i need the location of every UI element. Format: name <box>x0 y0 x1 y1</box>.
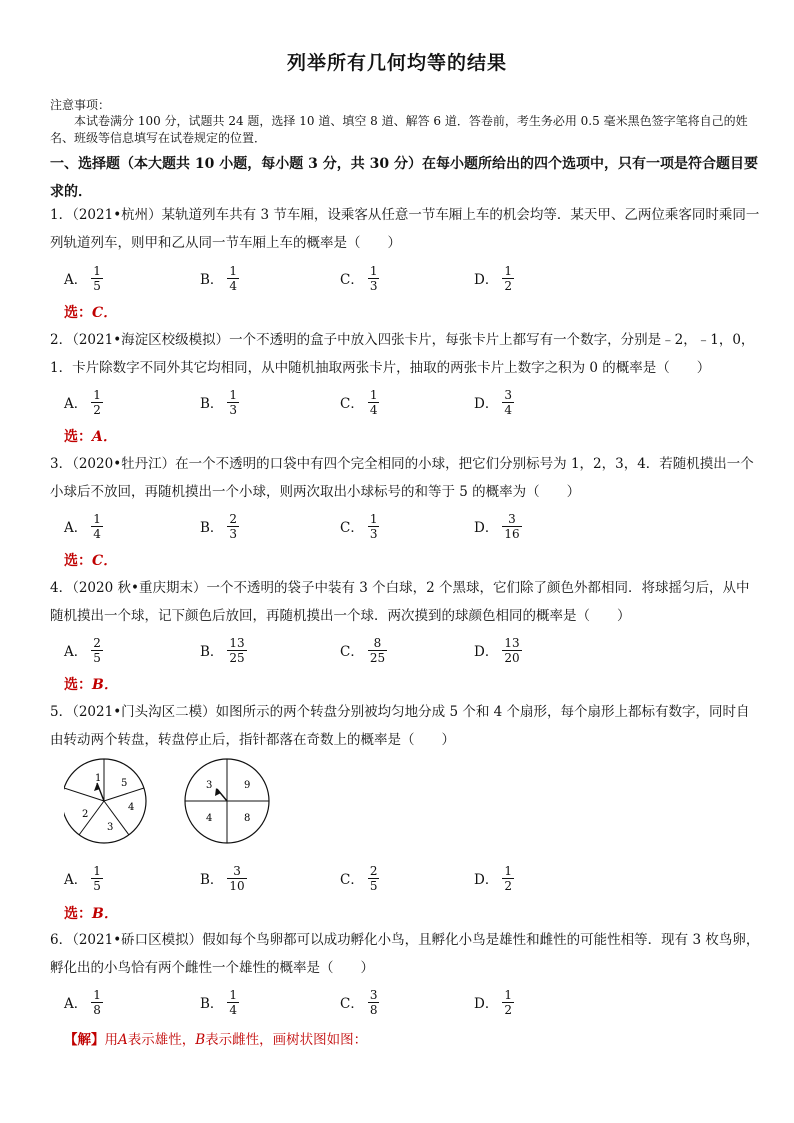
fraction <box>368 636 387 665</box>
fraction-numerator: 1 <box>229 263 238 278</box>
option-a <box>64 982 103 1022</box>
answer-prefix: 选： <box>64 677 92 693</box>
option-label: D． <box>474 996 499 1012</box>
fraction-denominator: 20 <box>504 650 520 665</box>
option-a <box>64 630 103 670</box>
fraction-denominator: 25 <box>229 650 245 665</box>
question-2-stem: 2．（2021•海淀区校级模拟）一个不透明的盒子中放入四张卡片，每张卡片上都写有一个数字，分别是﹣2，﹣1，0，1．卡片除数字不同外其它均相同，从中随机抽取两张卡片，抽取的两张卡片上数字之积为 0 的概率是（ ） <box>50 332 755 376</box>
notice-label: 注意事项： <box>50 98 111 112</box>
option-label: A． <box>64 644 88 660</box>
fraction <box>91 988 103 1017</box>
option-label: B． <box>200 272 224 288</box>
fraction <box>91 636 103 665</box>
option-label: A． <box>64 396 88 412</box>
fraction-denominator: 2 <box>504 878 512 893</box>
fraction-numerator: 1 <box>504 987 512 1002</box>
option-d <box>474 506 522 546</box>
fraction-denominator: 25 <box>369 650 386 665</box>
answer-prefix: 选： <box>64 429 92 445</box>
option-d <box>474 858 514 898</box>
spinner-number: 1 <box>95 773 102 784</box>
fraction-denominator: 3 <box>229 402 238 417</box>
fraction-numerator: 1 <box>504 863 512 878</box>
solution-text: 表示雌性，画树状图如图： <box>205 1032 368 1048</box>
option-label: D． <box>474 644 499 660</box>
option-c <box>340 258 379 298</box>
answer-4 <box>64 674 118 694</box>
fraction <box>227 988 239 1017</box>
fraction-denominator: 3 <box>369 278 378 293</box>
spinner-five-sectors <box>64 759 146 843</box>
fraction <box>227 512 239 541</box>
fraction-denominator: 5 <box>93 278 101 293</box>
answer-prefix: 选： <box>64 553 92 569</box>
fraction-denominator: 4 <box>504 402 512 417</box>
fraction <box>227 264 239 293</box>
answer-value: C． <box>92 553 118 569</box>
fraction <box>368 512 380 541</box>
option-a <box>64 258 103 298</box>
fraction-numerator: 1 <box>93 387 101 402</box>
fraction-numerator: 13 <box>229 635 245 650</box>
option-label: D． <box>474 396 499 412</box>
fraction-numerator: 1 <box>369 387 378 402</box>
fraction <box>502 864 514 893</box>
solution-6 <box>64 1028 367 1048</box>
question-2-options <box>64 382 764 422</box>
fraction <box>91 264 103 293</box>
question-5-stem: 5．（2021•门头沟区二模）如图所示的两个转盘分别被均匀地分成 5 个和 4 个扇形，每个扇形上都标有数字，同时自由转动两个转盘，转盘停止后，指针都落在奇数上的概率是（ ） <box>50 704 750 748</box>
spinner-number: 9 <box>244 780 251 791</box>
option-a <box>64 858 103 898</box>
option-label: B． <box>200 520 224 536</box>
option-label: C． <box>340 872 364 888</box>
solution-variable: A <box>118 1032 128 1048</box>
fraction <box>502 264 514 293</box>
spinner-number: 8 <box>244 813 251 824</box>
option-label: B． <box>200 644 224 660</box>
option-d <box>474 982 514 1022</box>
option-label: C． <box>340 272 364 288</box>
option-c <box>340 506 379 546</box>
fraction-numerator: 1 <box>229 387 238 402</box>
fraction-numerator: 2 <box>229 511 238 526</box>
fraction-denominator: 4 <box>93 526 101 541</box>
spinner-number: 2 <box>82 809 89 820</box>
fraction-numerator: 1 <box>504 263 512 278</box>
option-b <box>200 982 239 1022</box>
fraction-numerator: 1 <box>369 511 378 526</box>
option-label: A． <box>64 520 88 536</box>
fraction-denominator: 10 <box>229 878 245 893</box>
spinner-number: 4 <box>206 813 213 824</box>
answer-value: A． <box>92 429 117 445</box>
answer-5 <box>64 903 118 923</box>
option-b <box>200 258 239 298</box>
fraction-denominator: 4 <box>369 402 378 417</box>
fraction <box>502 388 514 417</box>
fraction-numerator: 1 <box>229 987 238 1002</box>
fraction-denominator: 4 <box>229 1002 238 1017</box>
option-a <box>64 382 103 422</box>
fraction-numerator: 3 <box>508 511 516 526</box>
sector-divider <box>64 788 104 801</box>
fraction-numerator: 3 <box>504 387 512 402</box>
option-d <box>474 630 522 670</box>
option-label: D． <box>474 520 499 536</box>
section-heading: 一、选择题（本大题共 10 小题，每小题 3 分，共 30 分）在每小题所给出的四个选项中，只有一项是符合题目要求的． <box>50 156 758 200</box>
fraction-denominator: 2 <box>504 278 512 293</box>
fraction-denominator: 3 <box>369 526 378 541</box>
page-title: 列举所有几何均等的结果 <box>286 52 507 74</box>
fraction <box>227 388 239 417</box>
fraction <box>368 864 380 893</box>
sector-divider <box>104 788 144 801</box>
option-b <box>200 630 247 670</box>
fraction-numerator: 8 <box>373 635 382 650</box>
fraction <box>368 264 380 293</box>
answer-value: B． <box>92 677 118 693</box>
answer-3 <box>64 550 117 570</box>
fraction <box>368 988 380 1017</box>
option-label: D． <box>474 872 499 888</box>
fraction-denominator: 8 <box>369 1002 378 1017</box>
option-c <box>340 630 387 670</box>
fraction-numerator: 3 <box>369 987 378 1002</box>
option-c <box>340 382 379 422</box>
question-1-options <box>64 258 764 298</box>
fraction <box>502 988 514 1017</box>
fraction-numerator: 1 <box>93 987 101 1002</box>
fraction <box>227 864 246 893</box>
option-label: B． <box>200 396 224 412</box>
option-label: C． <box>340 996 364 1012</box>
solution-tag: 【解】 <box>64 1032 105 1048</box>
fraction-numerator: 1 <box>93 263 101 278</box>
fraction-denominator: 16 <box>504 526 520 541</box>
answer-prefix: 选： <box>64 305 92 321</box>
fraction-numerator: 1 <box>93 511 101 526</box>
fraction-numerator: 2 <box>369 863 378 878</box>
answer-value: C． <box>92 305 118 321</box>
fraction <box>502 512 521 541</box>
fraction <box>227 636 246 665</box>
option-c <box>340 858 379 898</box>
fraction-numerator: 2 <box>93 635 101 650</box>
fraction <box>91 388 103 417</box>
fraction-denominator: 2 <box>93 402 101 417</box>
option-label: A． <box>64 272 88 288</box>
question-3-options <box>64 506 764 546</box>
option-label: B． <box>200 996 224 1012</box>
notice-text: 本试卷满分 100 分，试题共 24 题，选择 10 道、填空 8 道、解答 6 道．答卷前，考生务必用 0.5 毫米黑色签字笔将自己的姓名、班级等信息填写在试卷规定的位置． <box>50 114 748 145</box>
spinner-number: 3 <box>206 780 213 791</box>
option-label: C． <box>340 396 364 412</box>
fraction-denominator: 5 <box>93 650 101 665</box>
fraction-numerator: 3 <box>233 863 241 878</box>
question-4-options <box>64 630 764 670</box>
fraction-denominator: 2 <box>504 1002 512 1017</box>
fraction-denominator: 5 <box>369 878 378 893</box>
option-label: A． <box>64 996 88 1012</box>
spinner-number: 4 <box>128 802 135 813</box>
fraction <box>91 512 103 541</box>
fraction-denominator: 8 <box>93 1002 101 1017</box>
option-d <box>474 382 514 422</box>
answer-prefix: 选： <box>64 906 92 922</box>
option-b <box>200 858 247 898</box>
question-6-options <box>64 982 764 1022</box>
option-label: D． <box>474 272 499 288</box>
answer-1 <box>64 302 117 322</box>
solution-variable: B <box>195 1032 206 1048</box>
spinners-figure <box>64 758 294 848</box>
option-label: C． <box>340 520 364 536</box>
option-b <box>200 382 239 422</box>
question-5-options <box>64 858 764 898</box>
solution-text: 用 <box>104 1032 118 1048</box>
option-b <box>200 506 239 546</box>
answer-2 <box>64 426 117 446</box>
spinner-number: 3 <box>107 822 114 833</box>
fraction <box>368 388 380 417</box>
question-6-stem: 6．（2021•硚口区模拟）假如每个鸟卵都可以成功孵化小鸟，且孵化小鸟是雄性和雌性的可能性相等．现有 3 枚鸟卵，孵化出的小鸟恰有两个雌性一个雄性的概率是（ ） <box>50 932 760 976</box>
option-d <box>474 258 514 298</box>
answer-value: B． <box>92 906 118 922</box>
fraction-numerator: 1 <box>369 263 378 278</box>
option-label: A． <box>64 872 88 888</box>
fraction-denominator: 4 <box>229 278 238 293</box>
fraction-numerator: 1 <box>93 863 101 878</box>
solution-text: 表示雄性， <box>127 1032 196 1048</box>
fraction-denominator: 5 <box>93 878 101 893</box>
question-4-stem: 4．（2020 秋•重庆期末）一个不透明的袋子中装有 3 个白球，2 个黑球，它们除了颜色外都相同．将球摇匀后，从中随机摸出一个球，记下颜色后放回，再随机摸出一个球．两次摸到的球颜色相同的概率是（ ） <box>50 580 750 624</box>
option-c <box>340 982 379 1022</box>
spinner-four-sectors <box>185 759 269 843</box>
fraction-denominator: 3 <box>229 526 238 541</box>
question-1-stem: 1．（2021•杭州）某轨道列车共有 3 节车厢，设乘客从任意一节车厢上车的机会均等．某天甲、乙两位乘客同时乘同一列轨道列车，则甲和乙从同一节车厢上车的概率是（ ） <box>50 207 760 251</box>
option-a <box>64 506 103 546</box>
fraction <box>91 864 103 893</box>
fraction-numerator: 13 <box>504 635 520 650</box>
spinner-number: 5 <box>121 778 128 789</box>
fraction <box>502 636 521 665</box>
option-label: B． <box>200 872 224 888</box>
question-3-stem: 3．（2020•牡丹江）在一个不透明的口袋中有四个完全相同的小球，把它们分别标号为 1，2，3，4．若随机摸出一个小球后不放回，再随机摸出一个小球，则两次取出小球标号的和等于 5 的概率为（ ） <box>50 456 754 500</box>
option-label: C． <box>340 644 364 660</box>
